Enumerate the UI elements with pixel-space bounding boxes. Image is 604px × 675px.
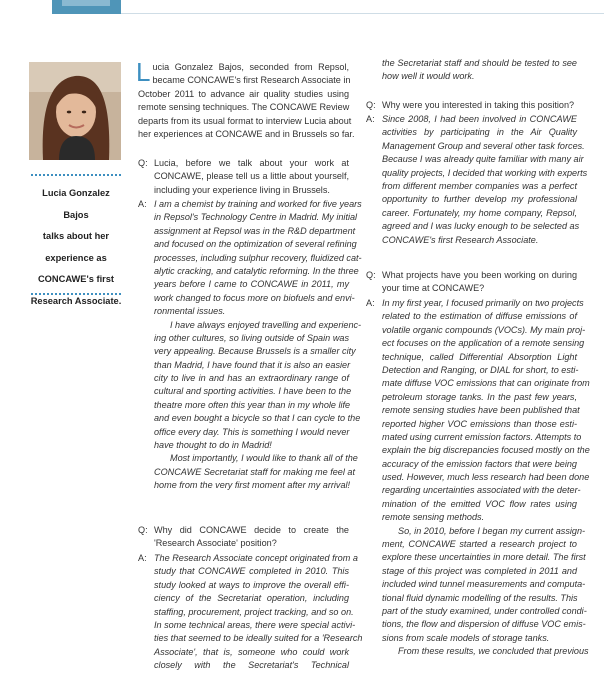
text-line: technique, called Differential Absorption Light xyxy=(382,351,577,362)
question-4 xyxy=(366,269,577,296)
text-line: volatile organic compounds (VOCs). My main proj- xyxy=(382,324,586,335)
question-tag: Q: xyxy=(138,525,148,535)
text-line: study that CONCAWE completed in 2010. This xyxy=(154,566,349,577)
question-tag: Q: xyxy=(366,270,376,280)
answer-tag: A: xyxy=(138,553,147,563)
text-line: CONCAWE Secretariat staff for making me feel at xyxy=(154,466,355,477)
text-line: work changed to focus more on biofuels and envi- xyxy=(154,292,355,303)
text-line: Associate', that is, someone who could work xyxy=(154,646,349,657)
text-line: including your experience living in Brussels. xyxy=(154,184,330,195)
header-tab xyxy=(52,0,121,14)
text-line: quality projects, I decided that working with experts xyxy=(382,167,588,178)
text-line: processes, including sulphur recovery, fluidized cat- xyxy=(154,252,362,263)
text-line: career. Fortunately, my home company, Repsol, xyxy=(382,207,577,218)
text-line: agreed and I was lucky enough to be selected as xyxy=(382,221,580,232)
text-line: Detection and Ranging, or DIAL for short, to esti- xyxy=(382,364,579,375)
text-line: opportunity to further develop my professional xyxy=(382,194,577,205)
text-line: petroleum storage tanks. In the past few years, xyxy=(382,391,577,402)
caption-line: experience as xyxy=(45,252,107,263)
answer-4 xyxy=(366,297,590,659)
text-line: related to the estimation of diffuse emissions of xyxy=(382,311,577,322)
text-line: ect focuses on the application of a remote sensing xyxy=(382,338,585,349)
text-line: Since 2008, I had been involved in CONCAWE xyxy=(382,114,577,124)
text-line: tions, the flow and dispersion of diffuse VOC emis- xyxy=(382,619,586,630)
sidebar-divider-top xyxy=(31,174,121,176)
header-tab-inner xyxy=(62,0,110,6)
text-line: 'Research Associate' position? xyxy=(154,538,277,549)
text-line: included wind tunnel measurements and computa- xyxy=(382,579,586,590)
text-line: ties that seemed to be ideally suited for a 'Research xyxy=(154,633,363,644)
answer-tag: A: xyxy=(366,114,375,124)
text-line: The Research Associate concept originated from a xyxy=(154,553,358,563)
text-line: and focused on the optimization of several refining xyxy=(154,239,357,250)
question-tag: Q: xyxy=(138,158,148,168)
text-line: ronmental issues. xyxy=(154,306,226,317)
text-line: remote sensing techniques. The CONCAWE Review xyxy=(138,102,350,113)
answer-tag: A: xyxy=(366,298,375,308)
text-line: very appealing. Because Brussels is a smaller city xyxy=(154,346,356,357)
text-line: the Secretariat staff and should be tested to see xyxy=(382,58,577,68)
text-line: sions from scale models of storage tanks. xyxy=(382,632,550,643)
text-line: how well it would work. xyxy=(382,71,475,82)
text-line: and even bought a bicycle so that I can cycle to the xyxy=(154,413,361,424)
question-tag: Q: xyxy=(366,100,376,110)
text-line: years before I came to CONCAWE in 2011, my xyxy=(154,279,349,290)
text-line: In some technical areas, there were special activi- xyxy=(154,619,356,630)
text-line: city to live in and has an extraordinary range of xyxy=(154,373,349,384)
text-line: Because I was already quite familiar with many air xyxy=(382,154,584,165)
text-line: October 2011 to advance air quality studies using xyxy=(138,88,349,99)
text-line: alytic cracking, and catalytic reforming. In the three xyxy=(154,265,359,276)
caption-line: Research Associate. xyxy=(30,295,122,306)
text-line: remote sensing methods. xyxy=(382,512,485,523)
question-1 xyxy=(138,157,349,197)
text-line: CONCAWE's first Research Associate. xyxy=(382,234,539,245)
text-line: ciency of the Secretariat operation, including xyxy=(154,593,349,604)
text-line: than Madrid, I have found that it is also an easier xyxy=(154,359,351,370)
text-line: explain the big discrepancies focused mostly on the xyxy=(382,445,590,456)
caption-line: Lucia Gonzalez Bajos xyxy=(42,188,110,220)
text-line: accuracy of the emission factors that were being xyxy=(382,458,577,469)
text-line: theatre more often this year than in my whole life xyxy=(154,399,351,410)
text-line: closely with the Secretariat's Technical xyxy=(154,660,349,671)
caption-line: CONCAWE's first xyxy=(37,274,115,284)
text-line: ucia Gonzalez Bajos, seconded from Repsol, xyxy=(152,62,349,72)
text-line: mated using current emission factors. Attempts to xyxy=(382,431,582,442)
portrait-image xyxy=(29,62,121,160)
text-line: Most importantly, I would like to thank all of the xyxy=(170,453,358,464)
text-line: study looked at ways to improve the overall effi- xyxy=(154,579,349,590)
answer-2 xyxy=(138,552,363,673)
text-line: remote sensing studies have been published that xyxy=(382,405,580,416)
text-line: home from the very first moment after my arrival! xyxy=(154,480,351,491)
text-line: tional fluid dynamic modelling of the results. This xyxy=(382,592,578,603)
text-line: your time at CONCAWE? xyxy=(382,283,485,294)
text-line: ment, CONCAWE started a research project to xyxy=(382,539,577,550)
text-line: Why were you interested in taking this position? xyxy=(382,100,575,110)
text-line: cultural and sporting activities. I have been to the xyxy=(154,386,352,397)
text-line: So, in 2010, before I began my current assign- xyxy=(398,525,586,536)
text-line: became CONCAWE's first Research Associate in xyxy=(152,75,351,86)
header-rule xyxy=(121,13,604,14)
text-line: activities by participating in the Air Quality xyxy=(382,127,577,138)
text-line: Lucia, before we talk about your work at xyxy=(154,158,349,168)
text-line: departs from its usual format to interview Lucia about xyxy=(138,115,352,126)
answer-tag: A: xyxy=(138,199,147,209)
text-line: regarding uncertainties associated with the deter- xyxy=(382,485,581,496)
text-line: from different member companies was a perfect xyxy=(382,180,577,191)
answer-3 xyxy=(366,113,588,247)
text-line: In my first year, I focused primarily on two projects xyxy=(382,298,584,308)
drop-cap: L xyxy=(136,57,151,87)
text-line: office every day. This is something I would never xyxy=(154,426,350,437)
text-line: I have always enjoyed travelling and experienc- xyxy=(170,319,362,330)
text-line: Why did CONCAWE decide to create the xyxy=(154,525,349,535)
text-line: have thought to do in Madrid! xyxy=(154,440,272,451)
text-line: reported higher VOC emissions than those esti- xyxy=(382,418,577,429)
text-line: mate diffuse VOC emissions that can originate from xyxy=(382,378,590,389)
text-line: stage of this project was completed in 2011 and xyxy=(382,565,577,576)
text-line: part of the study examined, under controlled condi- xyxy=(382,605,587,616)
text-line: ing other cultures, so living outside of Spain was xyxy=(154,332,349,343)
text-line: her experiences at CONCAWE and in Brussels so far. xyxy=(138,128,355,139)
text-line: explore these uncertainties in more detail. The first xyxy=(382,552,586,563)
text-line: From these results, we concluded that previous xyxy=(398,646,589,657)
answer-1 xyxy=(138,198,362,493)
text-line: I am a chemist by training and worked for five years xyxy=(154,199,362,209)
text-line: assignment at Repsol was in the R&D department xyxy=(154,225,356,236)
continued-text xyxy=(382,57,577,84)
text-line: staffing, procurement, project tracking, and so on. xyxy=(154,606,354,617)
question-3 xyxy=(366,99,577,112)
intro-paragraph xyxy=(136,57,355,141)
text-line: Management Group and several other task forces. xyxy=(382,140,585,151)
text-line: in Repsol's Technology Centre in Madrid. My initial xyxy=(154,212,358,223)
text-line: CONCAWE, please tell us a little about yourself, xyxy=(154,171,349,182)
text-line: mination of the emitted VOC flow rates using xyxy=(382,498,577,509)
portrait-photo xyxy=(29,62,121,160)
caption-line: talks about her xyxy=(42,231,110,241)
question-2 xyxy=(138,524,349,551)
text-line: What projects have you been working on during xyxy=(382,270,577,280)
sidebar-divider-bottom xyxy=(31,293,121,295)
text-line: used. However, much less research had been done xyxy=(382,472,590,483)
